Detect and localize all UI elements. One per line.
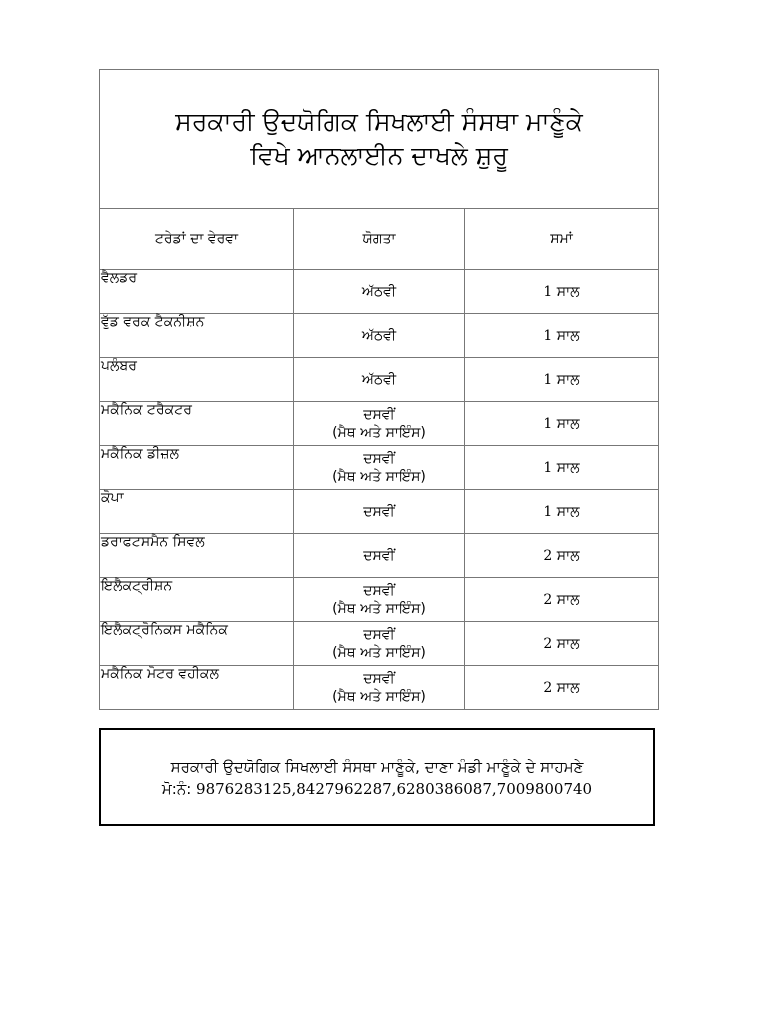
contact-box	[99, 728, 655, 826]
phone-line	[101, 778, 653, 800]
table-row	[100, 446, 659, 490]
duration: 2 ਸਾਲ	[465, 622, 659, 666]
qualification-level: ਦਸਵੀਂ	[363, 670, 395, 687]
qualification	[294, 578, 465, 622]
qualification-note: (ਮੈਥ ਅਤੇ ਸਾਇੰਸ)	[332, 424, 426, 441]
table-row	[100, 314, 659, 358]
header-trades: ਟਰੇਡਾਂ ਦਾ ਵੇਰਵਾ	[100, 209, 294, 270]
qualification-note: (ਮੈਥ ਅਤੇ ਸਾਇੰਸ)	[332, 600, 426, 617]
qualification-level: ਦਸਵੀਂ	[363, 582, 395, 599]
qualification	[294, 358, 465, 402]
duration: 1 ਸਾਲ	[465, 314, 659, 358]
qualification	[294, 534, 465, 578]
qualification	[294, 446, 465, 490]
trade-name: ਵੁੱਡ ਵਰਕ ਟੈਕਨੀਸ਼ਨ	[100, 314, 294, 358]
qualification	[294, 622, 465, 666]
table-row	[100, 534, 659, 578]
trade-name: ਮਕੈਨਿਕ ਮੋਟਰ ਵਹੀਕਲ	[100, 666, 294, 710]
qualification-level: ਦਸਵੀਂ	[363, 503, 395, 520]
duration: 2 ਸਾਲ	[465, 534, 659, 578]
qualification-level: ਦਸਵੀਂ	[363, 626, 395, 643]
duration: 2 ਸਾਲ	[465, 578, 659, 622]
qualification	[294, 270, 465, 314]
phone-numbers: 9876283125,8427962287,6280386087,7009800740	[196, 780, 593, 798]
title-cell	[100, 70, 659, 209]
table-row	[100, 666, 659, 710]
header-qualification: ਯੋਗਤਾ	[294, 209, 465, 270]
qualification-level: ਦਸਵੀਂ	[363, 547, 395, 564]
table-row	[100, 402, 659, 446]
trade-name: ਕੋਪਾ	[100, 490, 294, 534]
table-header-row	[100, 209, 659, 270]
page-title: ਸਰਕਾਰੀ ਉਦਯੋਗਿਕ ਸਿਖਲਾਈ ਸੰਸਥਾ ਮਾਣੂੰਕੇ	[175, 107, 583, 136]
qualification	[294, 666, 465, 710]
qualification-level: ਅੱਠਵੀ	[361, 283, 397, 300]
qualification-level: ਅੱਠਵੀ	[361, 327, 397, 344]
trade-name: ਮਕੈਨਿਕ ਡੀਜ਼ਲ	[100, 446, 294, 490]
qualification-level: ਅੱਠਵੀ	[361, 371, 397, 388]
table-row	[100, 358, 659, 402]
page-subtitle: ਵਿਖੇ ਆਨਲਾਈਨ ਦਾਖਲੇ ਸ਼ੁਰੂ	[250, 141, 508, 170]
qualification-level: ਦਸਵੀਂ	[363, 406, 395, 423]
header-duration: ਸਮਾਂ	[465, 209, 659, 270]
table-row	[100, 622, 659, 666]
duration: 1 ਸਾਲ	[465, 270, 659, 314]
qualification	[294, 314, 465, 358]
trade-name: ਇਲੈਕਟ੍ਰੋਨਿਕਸ ਮਕੈਨਿਕ	[100, 622, 294, 666]
institute-address: ਸਰਕਾਰੀ ਉਦਯੋਗਿਕ ਸਿਖਲਾਈ ਸੰਸਥਾ ਮਾਣੂੰਕੇ, ਦਾਣਾ ਮੰਡੀ ਮਾਣੂੰਕੇ ਦੇ ਸਾਹਮਣੇ	[170, 758, 584, 776]
duration: 1 ਸਾਲ	[465, 402, 659, 446]
qualification-note: (ਮੈਥ ਅਤੇ ਸਾਇੰਸ)	[332, 468, 426, 485]
qualification-note: (ਮੈਥ ਅਤੇ ਸਾਇੰਸ)	[332, 644, 426, 661]
qualification-level: ਦਸਵੀਂ	[363, 450, 395, 467]
phone-label: ਮੋ:ਨੰ:	[161, 780, 192, 798]
admissions-table	[99, 69, 659, 710]
qualification	[294, 490, 465, 534]
trade-name: ਮਕੈਨਿਕ ਟਰੈਕਟਰ	[100, 402, 294, 446]
trade-name: ਇਲੈਕਟ੍ਰੀਸ਼ਨ	[100, 578, 294, 622]
table-row	[100, 270, 659, 314]
trade-name: ਵੈਲਡਰ	[100, 270, 294, 314]
trade-name: ਡਰਾਫਟਸਮੈਨ ਸਿਵਲ	[100, 534, 294, 578]
duration: 2 ਸਾਲ	[465, 666, 659, 710]
table-row	[100, 578, 659, 622]
duration: 1 ਸਾਲ	[465, 490, 659, 534]
duration: 1 ਸਾਲ	[465, 446, 659, 490]
duration: 1 ਸਾਲ	[465, 358, 659, 402]
qualification	[294, 402, 465, 446]
qualification-note: (ਮੈਥ ਅਤੇ ਸਾਇੰਸ)	[332, 688, 426, 705]
table-row	[100, 490, 659, 534]
trade-name: ਪਲੰਬਰ	[100, 358, 294, 402]
